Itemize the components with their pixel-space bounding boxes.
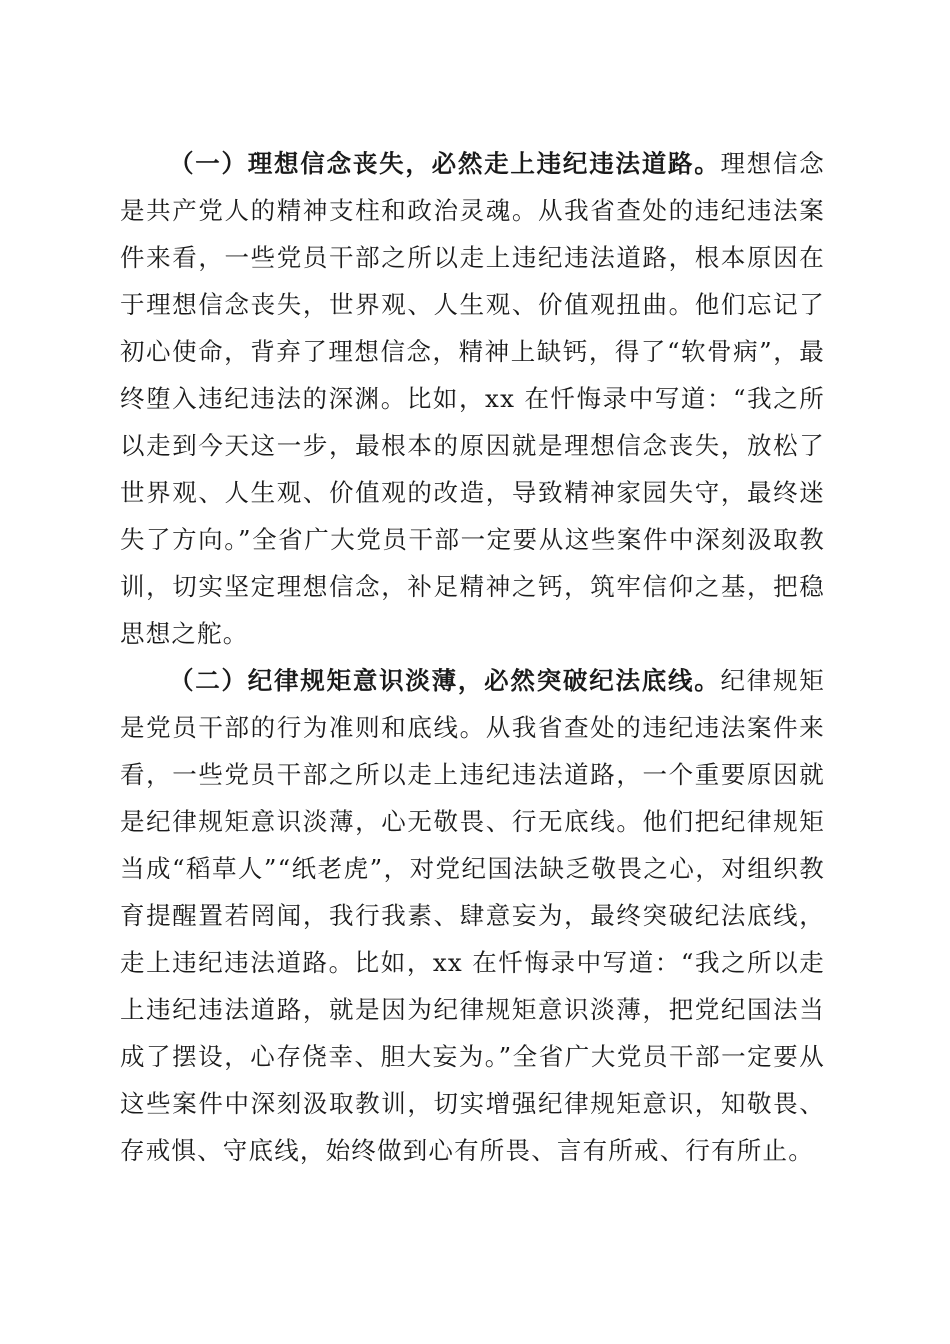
- paragraph-1-body: 理想信念是共产党人的精神支柱和政治灵魂。从我省查处的违纪违法案件来看，一些党员干部之所以走上违纪违法道路，根本原因在于理想信念丧失，世界观、人生观、价值观扭曲。他们忘记了初心使命，背弃了理想信念，精神上缺钙，得了“软骨病”，最终堕入违纪违法的深渊。比如，xx 在忏悔录中写道：“我之所以走到今天这一步，最根本的原因就是理想信念丧失，放松了世界观、人生观、价值观的改造，导致精神家园失守，最终迷失了方向。”全省广大党员干部一定要从这些案件中深刻汲取教训，切实坚定理想信念，补足精神之钙，筑牢信仰之基，把稳思想之舵。: [120, 149, 825, 648]
- document-body: [120, 140, 825, 1174]
- paragraph-1: [120, 140, 825, 657]
- paragraph-2-heading: （二）纪律规矩意识淡薄，必然突破纪法底线。: [169, 666, 721, 695]
- paragraph-2-body: 纪律规矩是党员干部的行为准则和底线。从我省查处的违纪违法案件来看，一些党员干部之所以走上违纪违法道路，一个重要原因就是纪律规矩意识淡薄，心无敬畏、行无底线。他们把纪律规矩当成“稻草人”“纸老虎”，对党纪国法缺乏敬畏之心，对组织教育提醒置若罔闻，我行我素、肆意妄为，最终突破纪法底线，走上违纪违法道路。比如，xx 在忏悔录中写道：“我之所以走上违纪违法道路，就是因为纪律规矩意识淡薄，把党纪国法当成了摆设，心存侥幸、胆大妄为。”全省广大党员干部一定要从这些案件中深刻汲取教训，切实增强纪律规矩意识，知敬畏、存戒惧、守底线，始终做到心有所畏、言有所戒、行有所止。: [120, 666, 825, 1165]
- paragraph-2: [120, 657, 825, 1174]
- paragraph-1-heading: （一）理想信念丧失，必然走上违纪违法道路。: [169, 149, 721, 178]
